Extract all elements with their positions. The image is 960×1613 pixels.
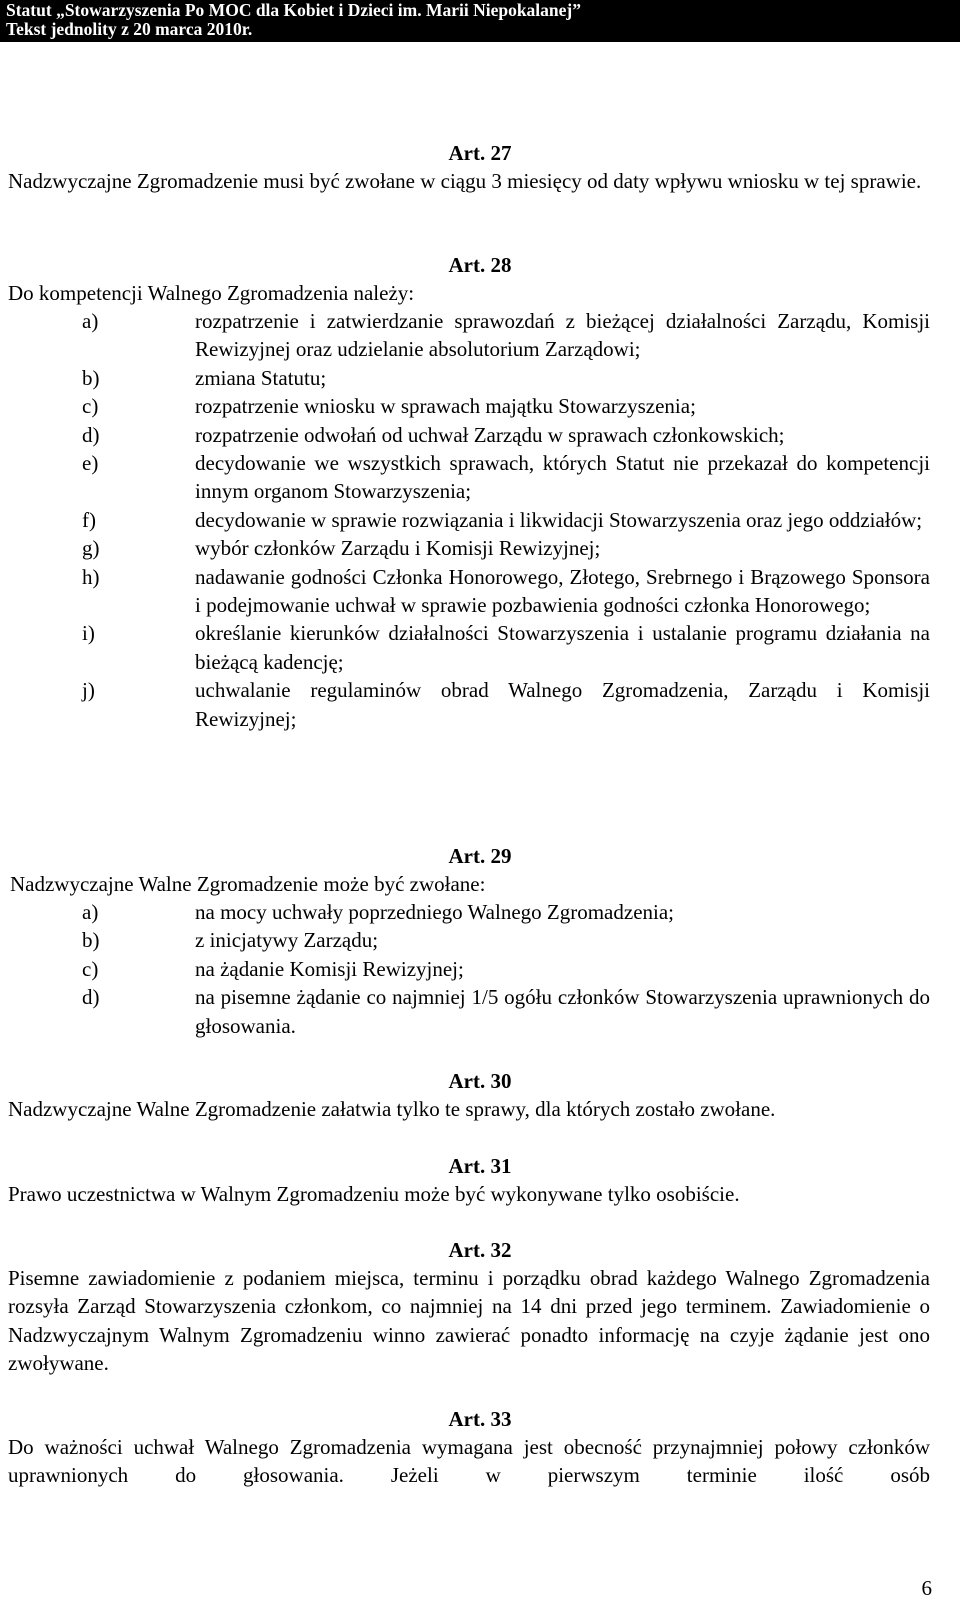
list-item bbox=[0, 926, 960, 954]
list-marker: i) bbox=[82, 621, 95, 646]
art-32-heading: Art. 32 bbox=[448, 1238, 512, 1262]
art-30-heading: Art. 30 bbox=[448, 1069, 512, 1093]
list-item bbox=[0, 955, 960, 983]
art-31-heading: Art. 31 bbox=[448, 1154, 512, 1178]
list-item-text: uchwalanie regulaminów obrad Walnego Zgromadzenia, Zarządu i Komisji Rewizyjnej; bbox=[195, 678, 930, 731]
document-header bbox=[0, 0, 960, 42]
art-30-text: Nadzwyczajne Walne Zgromadzenie załatwia tylko te sprawy, dla których zostało zwołane. bbox=[8, 1097, 776, 1121]
list-item bbox=[0, 364, 960, 392]
list-marker: c) bbox=[82, 956, 99, 981]
list-marker: f) bbox=[82, 507, 96, 532]
art-28-heading: Art. 28 bbox=[448, 253, 512, 277]
list-item bbox=[0, 392, 960, 420]
list-item-text: rozpatrzenie wniosku w sprawach majątku Stowarzyszenia; bbox=[195, 394, 696, 419]
page-number: 6 bbox=[921, 1576, 932, 1600]
list-item-text: na żądanie Komisji Rewizyjnej; bbox=[195, 956, 464, 981]
art-27-text: Nadzwyczajne Zgromadzenie musi być zwołane w ciągu 3 miesięcy od daty wpływu wniosku w tej sprawie. bbox=[8, 169, 922, 193]
art-31-text: Prawo uczestnictwa w Walnym Zgromadzeniu może być wykonywane tylko osobiście. bbox=[8, 1182, 740, 1206]
list-marker: j) bbox=[82, 678, 95, 703]
list-marker: g) bbox=[82, 536, 100, 561]
art-29-heading: Art. 29 bbox=[448, 844, 512, 868]
list-item-text: na pisemne żądanie co najmniej 1/5 ogółu członków Stowarzyszenia uprawnionych do głosowania. bbox=[195, 985, 930, 1038]
list-item bbox=[0, 563, 960, 620]
art-27-heading: Art. 27 bbox=[448, 141, 512, 165]
list-item-text: na mocy uchwały poprzedniego Walnego Zgromadzenia; bbox=[195, 900, 675, 924]
list-marker: b) bbox=[82, 928, 100, 953]
header-subtitle: Tekst jednolity z 20 marca 2010r. bbox=[6, 19, 253, 39]
list-marker: b) bbox=[82, 365, 100, 390]
list-item bbox=[0, 898, 960, 926]
art-28-lead: Do kompetencji Walnego Zgromadzenia należy: bbox=[8, 281, 415, 305]
list-item bbox=[0, 449, 960, 506]
list-item-text: rozpatrzenie i zatwierdzanie sprawozdań z bieżącej działalności Zarządu, Komisji Rewizyjnej oraz udzielanie absolutorium Zarządowi; bbox=[195, 309, 930, 362]
list-marker: d) bbox=[82, 985, 100, 1010]
list-item-text: decydowanie w sprawie rozwiązania i likwidacji Stowarzyszenia oraz jego oddziałów; bbox=[195, 507, 923, 532]
art-32-text: Pisemne zawiadomienie z podaniem miejsca, terminu i porządku obrad każdego Walnego Zgromadzenia rozsyła Zarząd Stowarzyszenia członkom, co najmniej na 14 dni przed jego terminem. Zawiadomienie o Nadzwyczajnym Walnym Zgromadzeniu winno zawierać ponadto informację na czyje żądanie jest ono zwoływane. bbox=[8, 1266, 930, 1375]
list-item bbox=[0, 619, 960, 676]
list-item-text: z inicjatywy Zarządu; bbox=[195, 928, 379, 953]
art-28-list bbox=[0, 307, 960, 733]
header-title: Statut „Stowarzyszenia Po MOC dla Kobiet i Dzieci im. Marii Niepokalanej” bbox=[6, 0, 581, 20]
list-item bbox=[0, 676, 960, 733]
list-item-text: nadawanie godności Członka Honorowego, Złotego, Srebrnego i Brązowego Sponsora i podejmowanie uchwał w sprawie pozbawienia godności członka Honorowego; bbox=[195, 564, 930, 618]
list-marker: c) bbox=[82, 394, 99, 419]
art-33-text: Do ważności uchwał Walnego Zgromadzenia wymagana jest obecność przynajmniej połowy członków uprawnionych do głosowania. Jeżeli w pierwszym terminie ilość osób bbox=[8, 1435, 930, 1488]
list-item bbox=[0, 421, 960, 449]
art-29-lead: Nadzwyczajne Walne Zgromadzenie może być zwołane: bbox=[10, 872, 486, 896]
list-item-text: określanie kierunków działalności Stowarzyszenia i ustalanie programu działania na bieżącą kadencję; bbox=[195, 621, 930, 674]
list-item-text: wybór członków Zarządu i Komisji Rewizyjnej; bbox=[195, 536, 601, 561]
list-item-text: decydowanie we wszystkich sprawach, których Statut nie przekazał do kompetencji innym organom Stowarzyszenia; bbox=[195, 451, 930, 504]
list-marker: a) bbox=[82, 309, 99, 333]
list-item-text: zmiana Statutu; bbox=[195, 365, 327, 390]
list-item-text: rozpatrzenie odwołań od uchwał Zarządu w sprawach członkowskich; bbox=[195, 422, 785, 447]
list-item bbox=[0, 307, 960, 364]
art-33-heading: Art. 33 bbox=[448, 1407, 512, 1431]
list-marker: h) bbox=[82, 564, 100, 589]
art-29-list bbox=[0, 898, 960, 1040]
list-marker: e) bbox=[82, 451, 99, 476]
list-marker: d) bbox=[82, 422, 100, 447]
list-marker: a) bbox=[82, 900, 99, 924]
list-item bbox=[0, 534, 960, 562]
list-item bbox=[0, 506, 960, 534]
list-item bbox=[0, 983, 960, 1040]
